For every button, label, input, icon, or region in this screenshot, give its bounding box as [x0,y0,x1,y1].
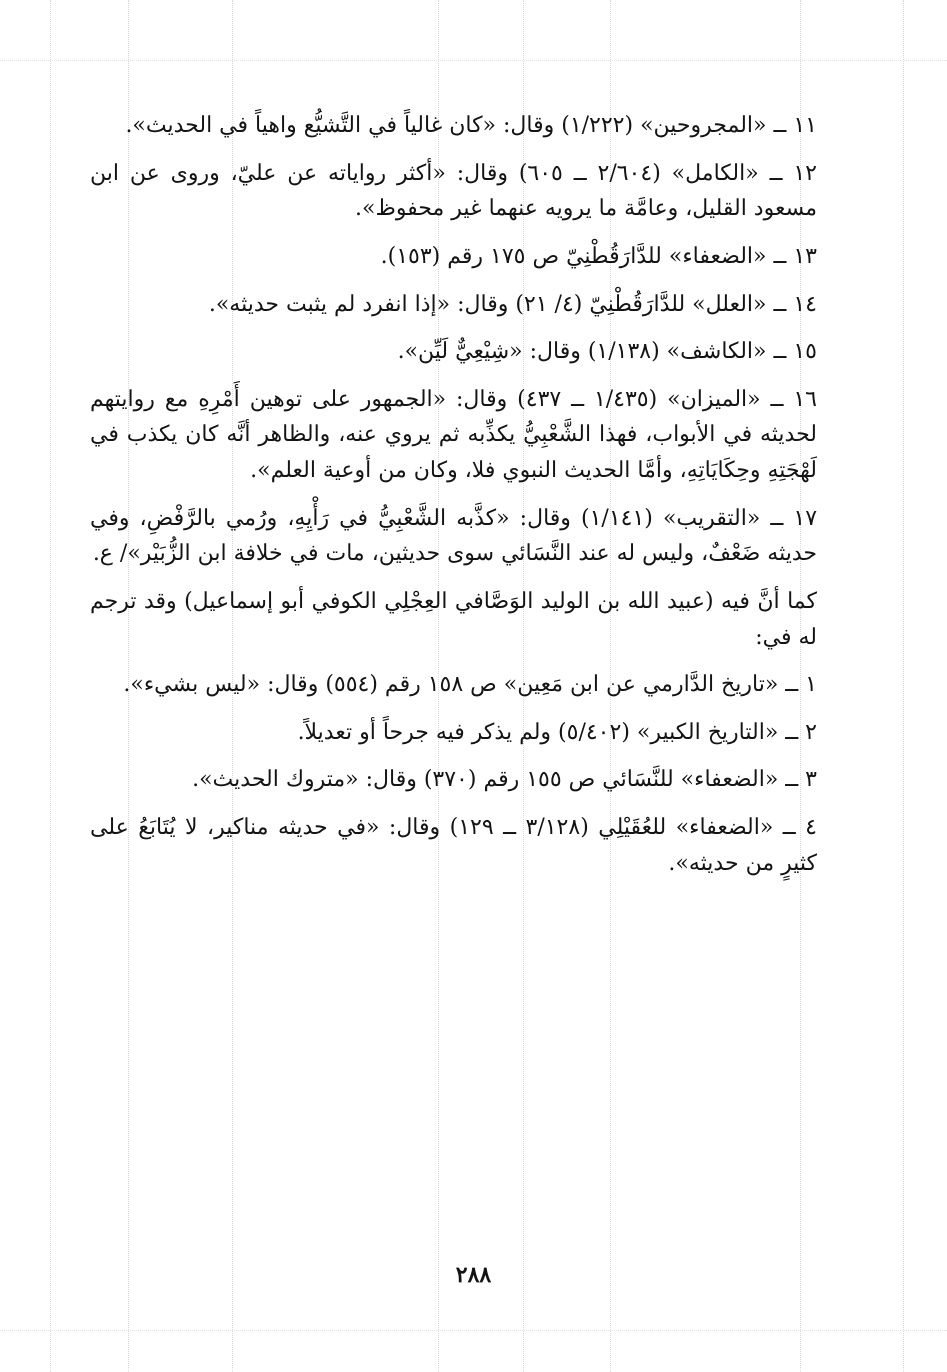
paragraph: ٢ ــ «التاريخ الكبير» (٥/٤٠٢) ولم يذكر فيه جرحاً أو تعديلاً. [297,719,817,745]
paragraph: ٣ ــ «الضعفاء» للنَّسَائي ص ١٥٥ رقم (٣٧٠) وقال: «متروك الحديث». [192,767,817,793]
grid-line [903,0,904,1372]
grid-line [0,60,947,61]
page-number: ٢٨٨ [455,1262,492,1288]
grid-line [50,0,51,1372]
paragraph: ١٧ ــ «التقريب» (١/١٤١) وقال: «كذَّبه الشَّعْبِيُّ في رَأْيِهِ، ورُمي بالرَّفْضِ، وفي حديثه ضَعْفٌ، وليس له عند النَّسَائي سوى حديثين، مات في خلافة ابن الزُّبَيْر»/ ع. [90,505,818,567]
paragraph: ١٣ ــ «الضعفاء» للدَّارَقُطْنِيّ ص ١٧٥ رقم (١٥٣). [380,243,817,269]
paragraph: ١ ــ «تاريخ الدَّارمي عن ابن مَعِين» ص ١٥٨ رقم (٥٥٤) وقال: «ليس بشيء». [123,672,817,698]
paragraph: ١٢ ــ «الكامل» (٢/٦٠٤ ــ ٦٠٥) وقال: «أكثر رواياته عن عليّ، وروى عن ابن مسعود القليل، وعامَّة ما يرويه عنهما غير محفوظ». [90,160,817,222]
paragraph: ١٦ ــ «الميزان» (١/٤٣٥ ــ ٤٣٧) وقال: «الجمهور على توهين أَمْرِهِ مع روايتهم لحديثه في الأبواب، فهذا الشَّعْبِيُّ يكذِّبه ثم يروي عنه، والظاهر أنَّه كان يكذب في لَهْجَتِهِ وحِكَايَاتِهِ، وأمَّا الحديث النبوي فلا، وكان من أوعية العلم». [90,386,817,483]
grid-line [0,1330,947,1331]
paragraph: كما أنَّ فيه (عبيد الله بن الوليد الوَصَّافي العِجْلِي الكوفي أبو إسماعيل) وقد ترجم له في: [90,588,817,650]
page-body [90,108,847,893]
paragraph: ١١ ــ «المجروحين» (١/٢٢٢) وقال: «كان غالياً في التَّشيُّع واهياً في الحديث». [125,113,817,138]
paragraph: ٤ ــ «الضعفاء» للعُقَيْلِي (٣/١٢٨ ــ ١٢٩) وقال: «في حديثه مناكير، لا يُتَابَعُ على كثيرٍ من حديثه». [90,815,817,876]
paragraph: ١٤ ــ «العلل» للدَّارَقُطْنِيّ (٤/ ٢١) وقال: «إذا انفرد لم يثبت حديثه». [208,291,817,317]
paragraph: ١٥ ــ «الكاشف» (١/١٣٨) وقال: «شِيْعِيٌّ لَيِّن». [397,339,817,365]
